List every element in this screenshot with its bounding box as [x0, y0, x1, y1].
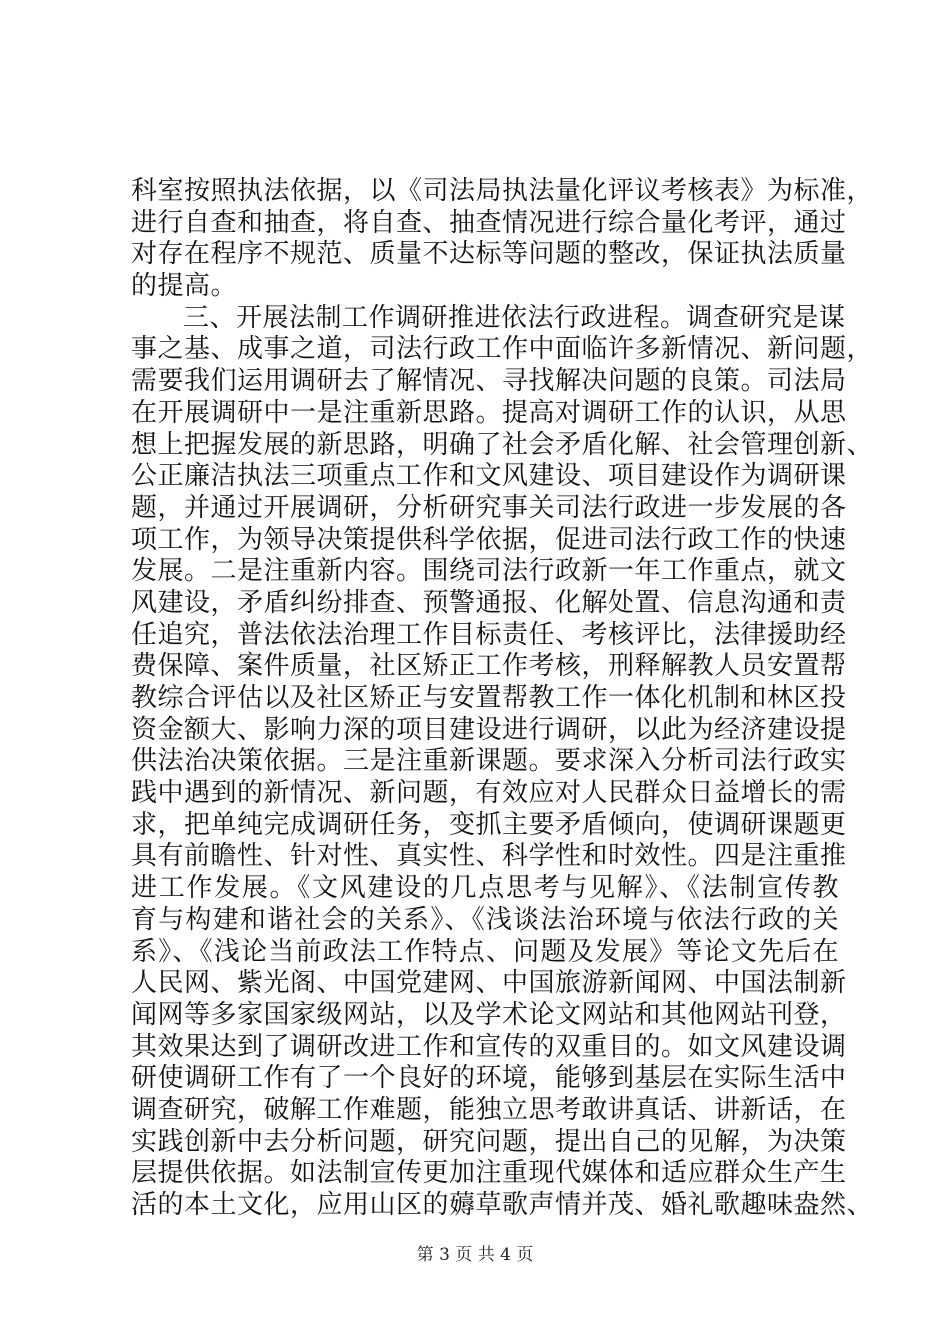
- text-line: 其效果达到了调研改进工作和宣传的双重目的。如文风建设调: [131, 1031, 847, 1062]
- text-line: 系》、《浅论当前政法工作特点、问题及发展》等论文先后在: [131, 936, 839, 967]
- text-line: 供法治决策依据。三是注重新课题。要求深入分析司法行政实: [131, 746, 847, 777]
- text-line: 研使调研工作有了一个良好的环境，能够到基层在实际生活中: [131, 1063, 847, 1094]
- text-line: 进工作发展。《文风建设的几点思考与见解》、《法制宣传教: [131, 873, 839, 904]
- text-line: 闻网等多家国家级网站，以及学术论文网站和其他网站刊登，: [131, 999, 847, 1030]
- text-line: 教综合评估以及社区矫正与安置帮教工作一体化机制和林区投: [131, 683, 847, 713]
- text-line: 事之基、成事之道，司法行政工作中面临许多新情况、新问题，: [131, 334, 874, 365]
- text-line: 资金额大、影响力深的项目建设进行调研，以此为经济建设提: [131, 714, 847, 745]
- text-line: 层提供依据。如法制宣传更加注重现代媒体和适应群众生产生: [131, 1158, 847, 1189]
- text-line: 人民网、紫光阁、中国党建网、中国旅游新闻网、中国法制新: [131, 968, 847, 999]
- page-number-label: 第 3 页 共 4 页: [416, 1245, 534, 1265]
- text-line: 三、开展法制工作调研推进依法行政进程。调查研究是谋: [183, 302, 846, 333]
- text-line: 活的本土文化，应用山区的薅草歌声情并茂、婚礼歌趣味盎然、: [131, 1190, 874, 1220]
- text-line: 对存在程序不规范、质量不达标等问题的整改，保证执法质量: [131, 239, 847, 270]
- text-line: 求，把单纯完成调研任务，变抓主要矛盾倾向，使调研课题更: [131, 809, 847, 840]
- text-line: 的提高。: [131, 271, 238, 302]
- text-line: 发展。二是注重新内容。围绕司法行政新一年工作重点，就文: [131, 556, 847, 587]
- document-body: [131, 176, 874, 1222]
- text-line: 项工作，为领导决策提供科学依据，促进司法行政工作的快速: [131, 524, 847, 555]
- text-line: 科室按照执法依据，以《司法局执法量化评议考核表》为标准，: [131, 176, 874, 206]
- text-line: 题，并通过开展调研，分析研究事关司法行政进一步发展的各: [131, 492, 847, 523]
- paragraph-2: [131, 302, 874, 1222]
- text-line: 费保障、案件质量，社区矫正工作考核，刑释解教人员安置帮: [131, 651, 847, 682]
- text-line: 想上把握发展的新思路，明确了社会矛盾化解、社会管理创新、: [131, 429, 874, 460]
- text-line: 育与构建和谐社会的关系》、《浅谈法治环境与依法行政的关: [131, 904, 839, 935]
- text-line: 调查研究，破解工作难题，能独立思考敢讲真话、讲新话，在: [131, 1094, 847, 1125]
- text-line: 任追究，普法依法治理工作目标责任、考核评比，法律援助经: [131, 619, 847, 650]
- page-footer: [0, 1244, 950, 1266]
- text-line: 践中遇到的新情况、新问题，有效应对人民群众日益增长的需: [131, 778, 847, 809]
- text-line: 进行自查和抽查，将自查、抽查情况进行综合量化考评，通过: [131, 207, 847, 238]
- text-line: 在开展调研中一是注重新思路。提高对调研工作的认识，从思: [131, 397, 847, 428]
- text-line: 公正廉洁执法三项重点工作和文风建设、项目建设作为调研课: [131, 461, 847, 492]
- text-line: 实践创新中去分析问题，研究问题，提出自己的见解，为决策: [131, 1126, 847, 1157]
- text-line: 具有前瞻性、针对性、真实性、科学性和时效性。四是注重推: [131, 841, 847, 872]
- paragraph-1: [131, 176, 874, 303]
- text-line: 需要我们运用调研去了解情况、寻找解决问题的良策。司法局: [131, 366, 847, 397]
- text-line: 风建设，矛盾纠纷排查、预警通报、化解处置、信息沟通和责: [131, 587, 847, 618]
